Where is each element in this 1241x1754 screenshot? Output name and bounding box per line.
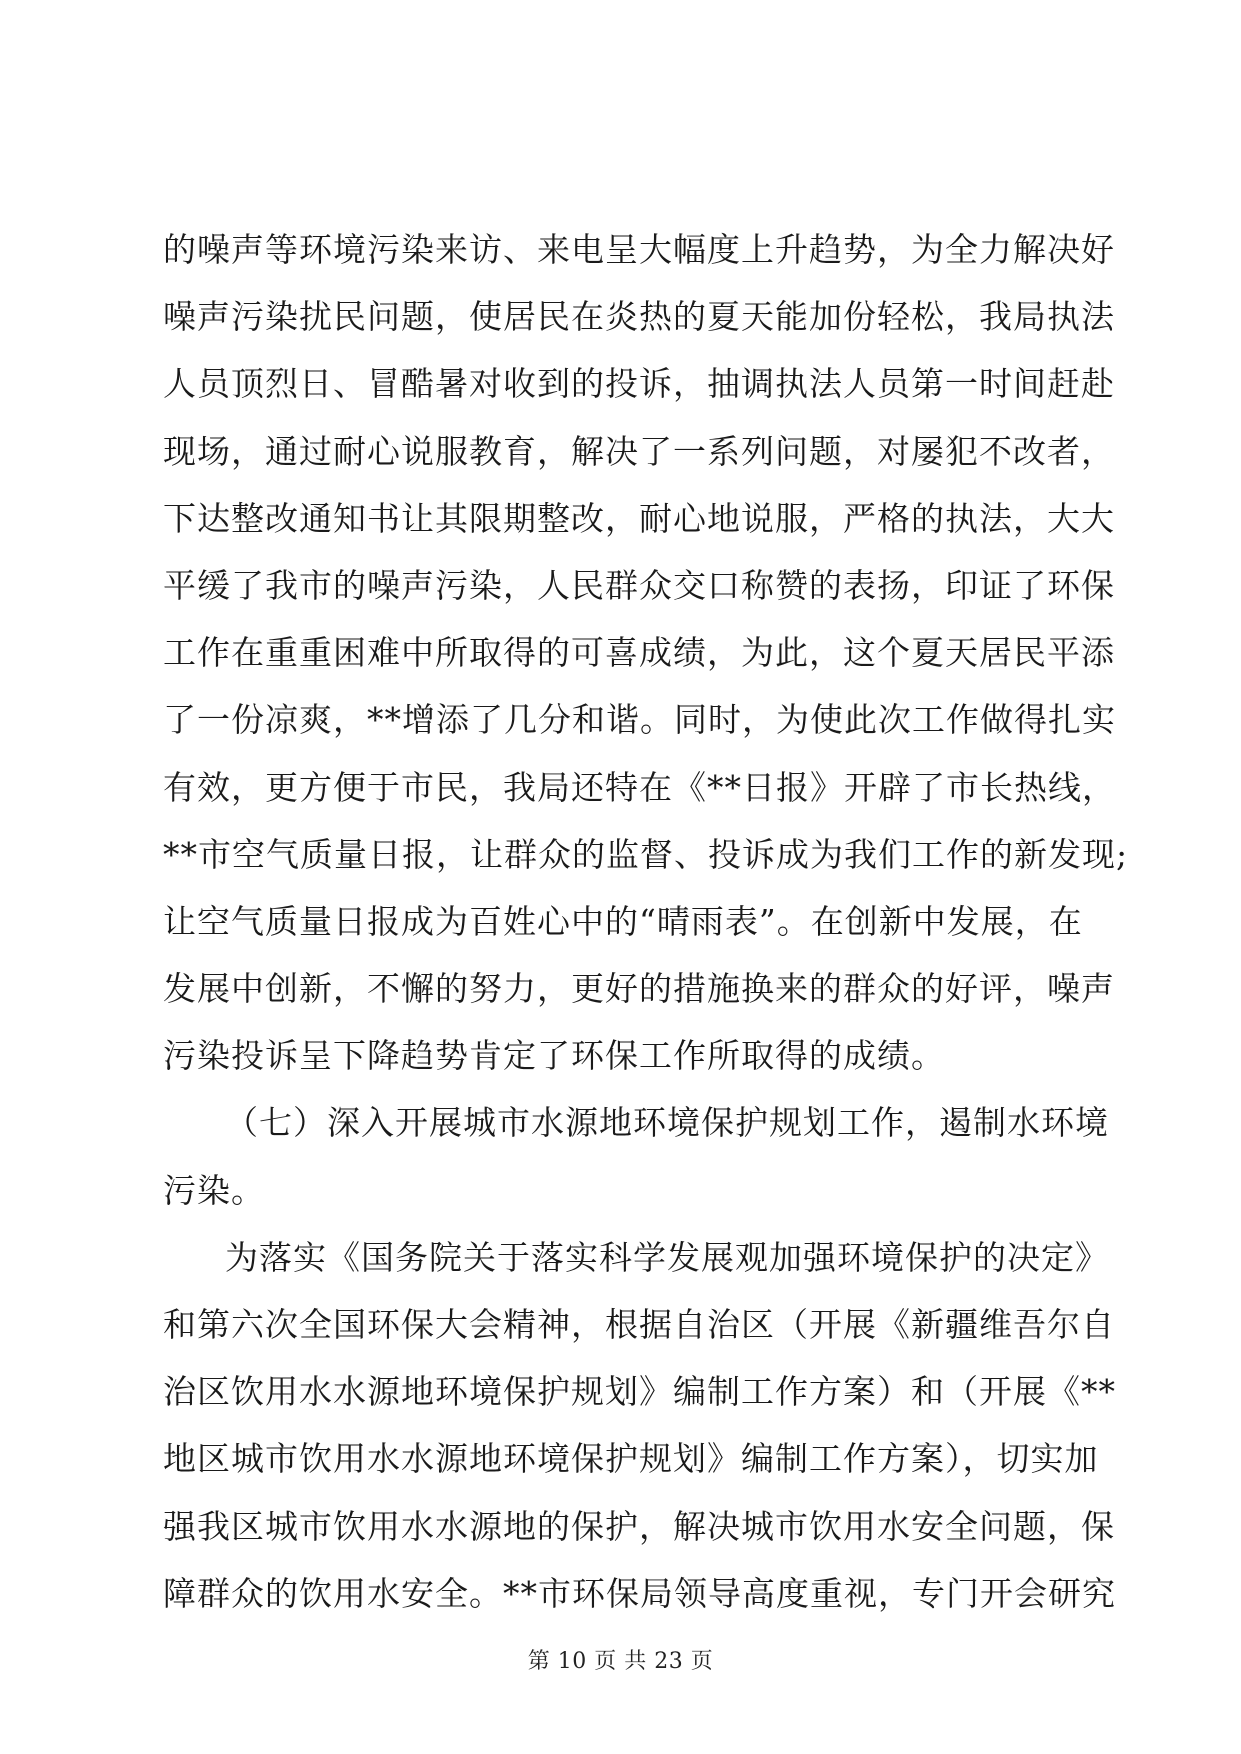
page-number: 第 10 页 共 23 页 bbox=[527, 1649, 714, 1674]
section-heading-line: 污染。 bbox=[163, 1170, 265, 1210]
section-heading-line: （七）深入开展城市水源地环境保护规划工作，遏制水环境 bbox=[225, 1103, 1109, 1143]
text-line: 地区城市饮用水水源地环境保护规划》编制工作方案），切实加 bbox=[163, 1439, 1099, 1479]
text-line: 污染投诉呈下降趋势肯定了环保工作所取得的成绩。 bbox=[163, 1036, 945, 1076]
text-line: 发展中创新，不懈的努力，更好的措施换来的群众的好评，噪声 bbox=[163, 969, 1115, 1009]
paragraph-start-line: 为落实《国务院关于落实科学发展观加强环境保护的决定》 bbox=[225, 1237, 1109, 1277]
text-line: 下达整改通知书让其限期整改，耐心地说服，严格的执法，大大 bbox=[163, 498, 1115, 538]
text-line: 强我区城市饮用水水源地的保护，解决城市饮用水安全问题，保 bbox=[163, 1506, 1115, 1546]
text-line: 让空气质量日报成为百姓心中的“晴雨表”。在创新中发展，在 bbox=[163, 901, 1083, 941]
text-line: 平缓了我市的噪声污染，人民群众交口称赞的表扬，印证了环保 bbox=[163, 565, 1115, 605]
text-line: **市空气质量日报，让群众的监督、投诉成为我们工作的新发现; bbox=[163, 834, 1129, 874]
text-line: 有效，更方便于市民，我局还特在《**日报》开辟了市长热线， bbox=[163, 767, 1116, 807]
text-line: 的噪声等环境污染来访、来电呈大幅度上升趋势，为全力解决好 bbox=[163, 230, 1115, 269]
text-line: 和第六次全国环保大会精神，根据自治区（开展《新疆维吾尔自 bbox=[163, 1305, 1115, 1344]
text-line: 现场，通过耐心说服教育，解决了一系列问题，对屡犯不改者， bbox=[163, 431, 1115, 471]
text-line: 工作在重重困难中所取得的可喜成绩，为此，这个夏天居民平添 bbox=[163, 633, 1115, 673]
text-line: 噪声污染扰民问题，使居民在炎热的夏天能加份轻松，我局执法 bbox=[163, 297, 1115, 337]
text-line: 了一份凉爽，**增添了几分和谐。同时，为使此次工作做得扎实 bbox=[163, 700, 1116, 740]
text-line: 人员顶烈日、冒酷暑对收到的投诉，抽调执法人员第一时间赶赴 bbox=[163, 364, 1115, 404]
text-line: 治区饮用水水源地环境保护规划》编制工作方案）和（开展《** bbox=[163, 1372, 1116, 1412]
text-line: 障群众的饮用水安全。**市环保局领导高度重视，专门开会研究 bbox=[163, 1573, 1116, 1613]
body-text bbox=[163, 226, 1129, 1637]
